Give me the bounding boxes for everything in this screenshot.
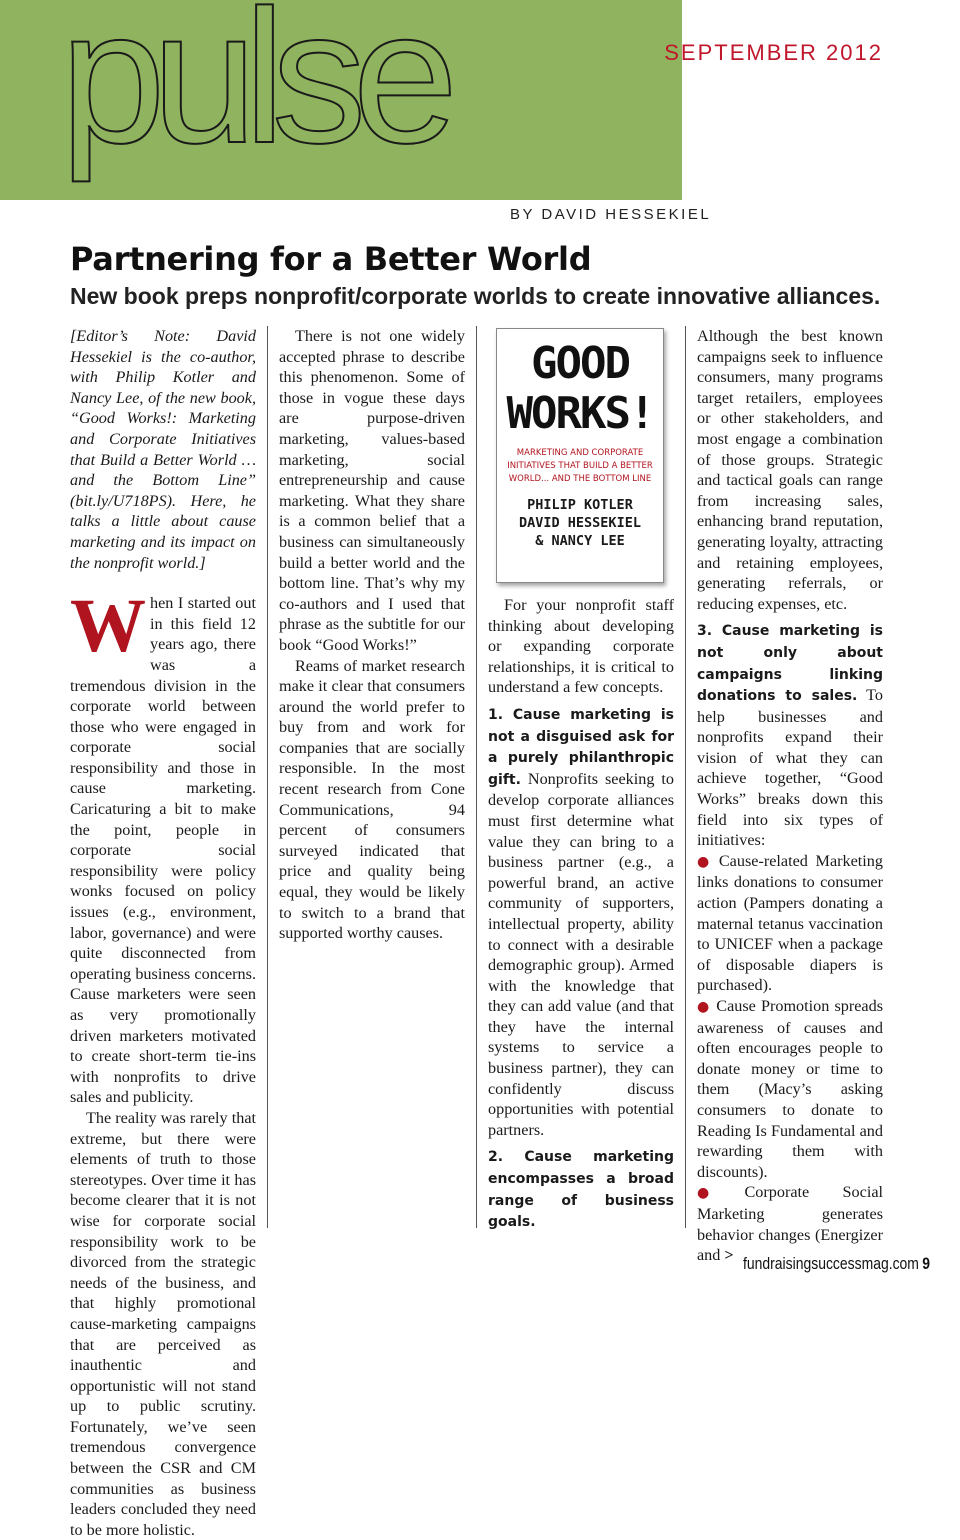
article-paragraph: Reams of market research make it clear that consumers around the world prefer to buy from and work for companies that are socially responsible. In the most recent research from Cone Communications, 94 percent of consumers surveyed indicated that price and quality being equal, they would be likely to switch to a brand that supported worthy causes. xyxy=(279,656,465,943)
page-footer xyxy=(743,1254,930,1274)
column-divider xyxy=(685,326,686,1228)
bullet-icon: ● xyxy=(697,853,713,870)
article-paragraph xyxy=(488,704,674,1140)
list-item-text: Corporate Social Marketing generates behavior changes (Energizer and xyxy=(697,1183,884,1265)
article-subhead: New book preps nonprofit/corporate worlds to create innovative alliances. xyxy=(70,283,881,309)
article-paragraph xyxy=(70,584,256,1108)
editors-note: [Editor’s Note: David Hessekiel is the co-author, with Philip Kotler and Nancy Lee, of the new book, “Good Works!: Marketing and Corporate Initiatives that Build a Better World … and the Bottom Line” (bit.ly/U718PS). Here, he talks a little about cause marketing and its impact on the nonprofit world.] xyxy=(70,327,256,572)
footer-site: fundraisingsuccessmag.com xyxy=(743,1254,919,1273)
byline: BY DAVID HESSEKIEL xyxy=(510,206,712,223)
paragraph-text: hen I started out in this field 12 years ago, there was a tremendous division in the corporate world between those who were engaged in corporate social responsibility and those in cause marketing. Caricaturing a bit to make the point, people in corporate social responsibility were policy wonks focused on policy issues (e.g., environment, labor, governance) and were quite disconnected from operating business concerns. Cause marketers were seen as very promotionally driven marketers motivated to create short-term tie-ins with nonprofits to drive sales and publicity. xyxy=(70,594,256,1107)
article-column-4 xyxy=(697,326,883,1266)
point-lead: 2. Cause marketing encompasses a broad range of business goals. xyxy=(488,1149,674,1231)
list-item xyxy=(697,851,883,996)
list-item xyxy=(697,996,883,1182)
list-item-text: Cause Promotion spreads awareness of causes and often encourages people to donate money or time to them (Macy’s asking consumers to donate to Reading Is Fundamental and rewarding them with discounts). xyxy=(697,997,883,1181)
continue-arrow-icon: > xyxy=(724,1246,734,1265)
article-column-2 xyxy=(279,326,465,944)
point-body: Nonprofits seeking to develop corporate alliances must first determine what value they can bring to a business partner (e.g., a powerful brand, an active community of supporters, intellectual property, ability to connect with a desirable demographic group). Armed with the knowledge that they can add value (and that they have the internal systems to service a business partner), they can confidently discuss opportunities with potential partners. xyxy=(488,769,674,1139)
article-paragraph: The reality was rarely that extreme, but there were elements of truth to those stereotypes. Over time it has become clearer that it is not wise for corporate social responsibility work to be divorced from the strategic needs of the business, and that highly promotional cause-marketing campaigns that are perceived as inauthentic and opportunistic will not stand up to public scrutiny. Fortunately, we’ve seen tremendous convergence between the CSR and CM communities as business leaders concluded they need to be more holistic. xyxy=(70,1108,256,1539)
book-cover-subtitle: MARKETING AND CORPORATE INITIATIVES THAT BUILD A BETTER WORLD... AND THE BOTTOM LINE xyxy=(507,448,653,484)
column-divider xyxy=(476,326,477,1228)
point-lead: 3. Cause marketing is not only about campaigns linking donations to sales. xyxy=(697,623,883,705)
drop-cap: W xyxy=(70,584,146,669)
article-paragraph: Although the best known campaigns seek to influence consumers, many programs target retailers, employees or other stakeholders, and most engage a combination of those groups. Strategic and tactical goals can range from increasing sales, enhancing brand reputation, generating loyalty, attracting and retaining employees, generating referrals, or reducing expenses, etc. xyxy=(697,327,883,613)
point-lead: 1. Cause marketing is not a disguised ask for a purely philanthropic gift. xyxy=(488,706,674,788)
issue-date: SEPTEMBER 2012 xyxy=(664,40,883,65)
book-cover-image xyxy=(496,328,664,583)
article-paragraph: For your nonprofit staff thinking about developing or expanding corporate relationships, it is critical to understand a few concepts. xyxy=(488,596,674,697)
book-cover-authors: PHILIP KOTLER DAVID HESSEKIEL & NANCY LEE xyxy=(519,497,641,549)
article-paragraph xyxy=(488,1146,674,1232)
point-body: To help businesses and nonprofits expand their vision of what they can achieve together, “Good Works” breaks down this field into six types of initiatives: xyxy=(697,686,883,850)
page-number: 9 xyxy=(922,1254,930,1273)
book-cover-title: GOOD WORKS! xyxy=(506,338,654,439)
bullet-icon: ● xyxy=(697,999,711,1015)
article-headline: Partnering for a Better World xyxy=(70,240,592,278)
column-divider xyxy=(267,326,268,1228)
article-paragraph: There is not one widely accepted phrase to describe this phenomenon. Some of those in vogue these days are purpose-driven marketing, values-based marketing, social entrepreneurship and cause marketing. What they share is a common belief that a business can simultaneously build a better world and the bottom line. That’s why my co-authors and I used that phrase as the subtitle for our book “Good Works!” xyxy=(279,327,465,654)
article-column-3 xyxy=(488,326,674,1233)
bullet-icon: ● xyxy=(697,1185,739,1202)
article-paragraph xyxy=(697,620,883,851)
article-column-1 xyxy=(70,326,256,1540)
pulse-logo: pulse xyxy=(60,0,445,183)
list-item-text: Cause-related Marketing links donations to consumer action (Pampers donating a maternal tetanus vaccination to UNICEF when a package of disposable diapers is purchased). xyxy=(697,851,883,995)
